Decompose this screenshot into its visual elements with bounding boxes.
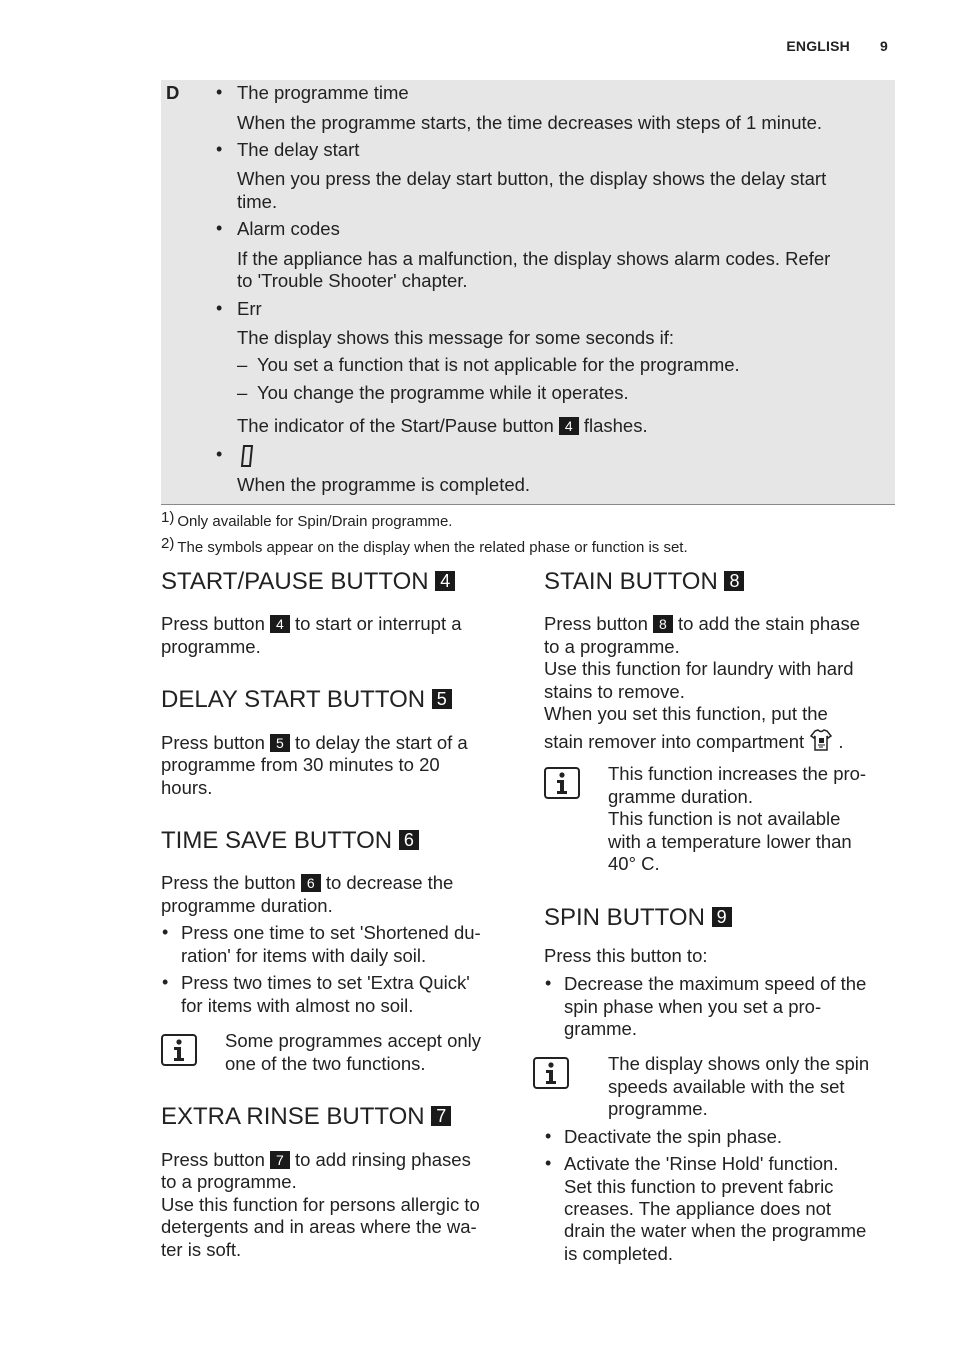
bullet-text: Deactivate the spin phase. (564, 1126, 783, 1147)
bullet-text: Set this function to prevent fabric (564, 1176, 834, 1197)
body-text: stain remover into compartment (544, 731, 805, 752)
bullet-text: Decrease the maximum speed of the (564, 973, 867, 994)
info-text: one of the two functions. (225, 1053, 426, 1074)
button-number-badge: 8 (653, 615, 673, 633)
body-text: . (838, 731, 844, 752)
info-text: programme. (608, 1098, 708, 1119)
info-text: This function is not available (608, 808, 841, 829)
footnote-text: The symbols appear on the display when the related phase or function is set. (177, 539, 688, 556)
item-desc: The display shows this message for some seconds if: (237, 327, 674, 348)
button-number-badge: 7 (431, 1106, 451, 1126)
body-text: to add rinsing phases (294, 1149, 471, 1170)
body-text: to add the stain phase (677, 613, 861, 634)
heading-text: TIME SAVE BUTTON (161, 827, 393, 854)
item-desc: When the programme is completed. (237, 474, 531, 495)
section-heading (161, 1103, 451, 1131)
section-heading (544, 568, 744, 596)
bullet: • (216, 298, 223, 318)
body-line: Use this function for persons allergic to (161, 1194, 480, 1215)
page-number: 9 (880, 38, 888, 54)
body-line (161, 1149, 471, 1172)
bullet: • (162, 922, 169, 942)
row-label: D (166, 82, 180, 103)
heading-text: START/PAUSE BUTTON (161, 568, 429, 595)
body-line: programme from 30 minutes to 20 (161, 754, 440, 775)
info-text: This function increases the pro- (608, 763, 867, 784)
heading-text: EXTRA RINSE BUTTON (161, 1103, 425, 1130)
info-text: gramme duration. (608, 786, 753, 807)
section-heading (161, 568, 455, 596)
section-heading (544, 904, 732, 932)
item-title: The programme time (237, 82, 409, 103)
info-icon (161, 1034, 197, 1066)
button-number-badge: 4 (435, 571, 455, 591)
footnote (161, 509, 452, 530)
item-desc: When you press the delay start button, the display shows the delay start (237, 168, 827, 189)
bullet: • (162, 972, 169, 992)
bullet-text: ration' for items with daily soil. (181, 945, 427, 966)
bullet-text: is completed. (564, 1243, 673, 1264)
dash-item: You set a function that is not applicable for the programme. (257, 354, 740, 375)
heading-text: STAIN BUTTON (544, 568, 718, 595)
info-icon (533, 1057, 569, 1089)
bullet: • (216, 139, 223, 159)
bullet-text: creases. The appliance does not (564, 1198, 832, 1219)
body-line: Use this function for laundry with hard (544, 658, 854, 679)
body-line (161, 732, 468, 755)
bullet-text: Activate the 'Rinse Hold' function. (564, 1153, 839, 1174)
info-text: Some programmes accept only (225, 1030, 482, 1051)
info-text: with a temperature lower than (608, 831, 852, 852)
body-line (161, 613, 462, 636)
language-label: ENGLISH (786, 38, 850, 54)
button-number-badge: 6 (301, 874, 321, 892)
body-text: Press button (161, 613, 265, 634)
body-text: to decrease the (325, 872, 454, 893)
body-text: to delay the start of a (294, 732, 468, 753)
bullet-text: Press one time to set 'Shortened du- (181, 922, 481, 943)
body-line: ter is soft. (161, 1239, 242, 1260)
button-number-badge: 5 (270, 734, 290, 752)
heading-text: DELAY START BUTTON (161, 686, 426, 713)
bullet: • (216, 218, 223, 238)
bullet: • (545, 1153, 552, 1173)
item-desc: If the appliance has a malfunction, the display shows alarm codes. Refer (237, 248, 831, 269)
body-line (544, 613, 860, 636)
footnote (161, 535, 688, 556)
page-header (756, 38, 888, 54)
heading-text: SPIN BUTTON (544, 904, 705, 931)
body-line: to a programme. (161, 1171, 297, 1192)
item-title: Err (237, 298, 262, 319)
bullet: • (216, 444, 223, 464)
body-line: Press this button to: (544, 945, 708, 966)
button-number-badge: 8 (724, 571, 744, 591)
bullet-text: gramme. (564, 1018, 637, 1039)
bullet: • (545, 973, 552, 993)
item-title: Alarm codes (237, 218, 340, 239)
stain-compartment-icon (809, 728, 833, 758)
bullet-text: Press two times to set 'Extra Quick' (181, 972, 470, 993)
section-heading (161, 686, 452, 714)
item-desc: When the programme starts, the time decreases with steps of 1 minute. (237, 112, 823, 133)
button-number-badge: 5 (432, 689, 452, 709)
bullet-text: drain the water when the programme (564, 1220, 867, 1241)
bullet-text: for items with almost no soil. (181, 995, 414, 1016)
display-zero-icon (240, 445, 254, 472)
item-desc: to 'Trouble Shooter' chapter. (237, 270, 468, 291)
body-text: Press the button (161, 872, 296, 893)
body-line: stains to remove. (544, 681, 685, 702)
info-text: speeds available with the set (608, 1076, 845, 1097)
indicator-line (237, 415, 648, 438)
button-number-badge: 7 (270, 1151, 290, 1169)
item-desc: time. (237, 191, 278, 212)
button-number-badge: 9 (712, 907, 732, 927)
section-heading (161, 827, 419, 855)
body-line: hours. (161, 777, 213, 798)
body-line (161, 872, 453, 895)
body-text: to start or interrupt a (294, 613, 462, 634)
body-line: programme duration. (161, 895, 333, 916)
dash-item: You change the programme while it operates. (257, 382, 629, 403)
bullet: • (545, 1126, 552, 1146)
info-text: 40° C. (608, 853, 660, 874)
button-number-badge: 4 (270, 615, 290, 633)
bullet-text: spin phase when you set a pro- (564, 996, 822, 1017)
bullet: • (216, 82, 223, 102)
info-text: The display shows only the spin (608, 1053, 870, 1074)
body-text: Press button (161, 732, 265, 753)
indicator-text: The indicator of the Start/Pause button (237, 415, 554, 436)
body-line: When you set this function, put the (544, 703, 828, 724)
body-line: detergents and in areas where the wa- (161, 1216, 477, 1237)
dash-marker: – (237, 382, 248, 403)
body-text: Press button (544, 613, 648, 634)
info-icon (544, 767, 580, 799)
button-number-badge: 4 (559, 417, 579, 435)
item-title: The delay start (237, 139, 360, 160)
body-text: Press button (161, 1149, 265, 1170)
body-line: programme. (161, 636, 261, 657)
indicator-text: flashes. (583, 415, 648, 436)
dash-marker: – (237, 354, 248, 375)
button-number-badge: 6 (399, 830, 419, 850)
footnote-mark: 2) (161, 535, 175, 552)
body-line (544, 728, 844, 758)
footnote-mark: 1) (161, 509, 175, 526)
footnote-text: Only available for Spin/Drain programme. (177, 513, 453, 530)
body-line: to a programme. (544, 636, 680, 657)
